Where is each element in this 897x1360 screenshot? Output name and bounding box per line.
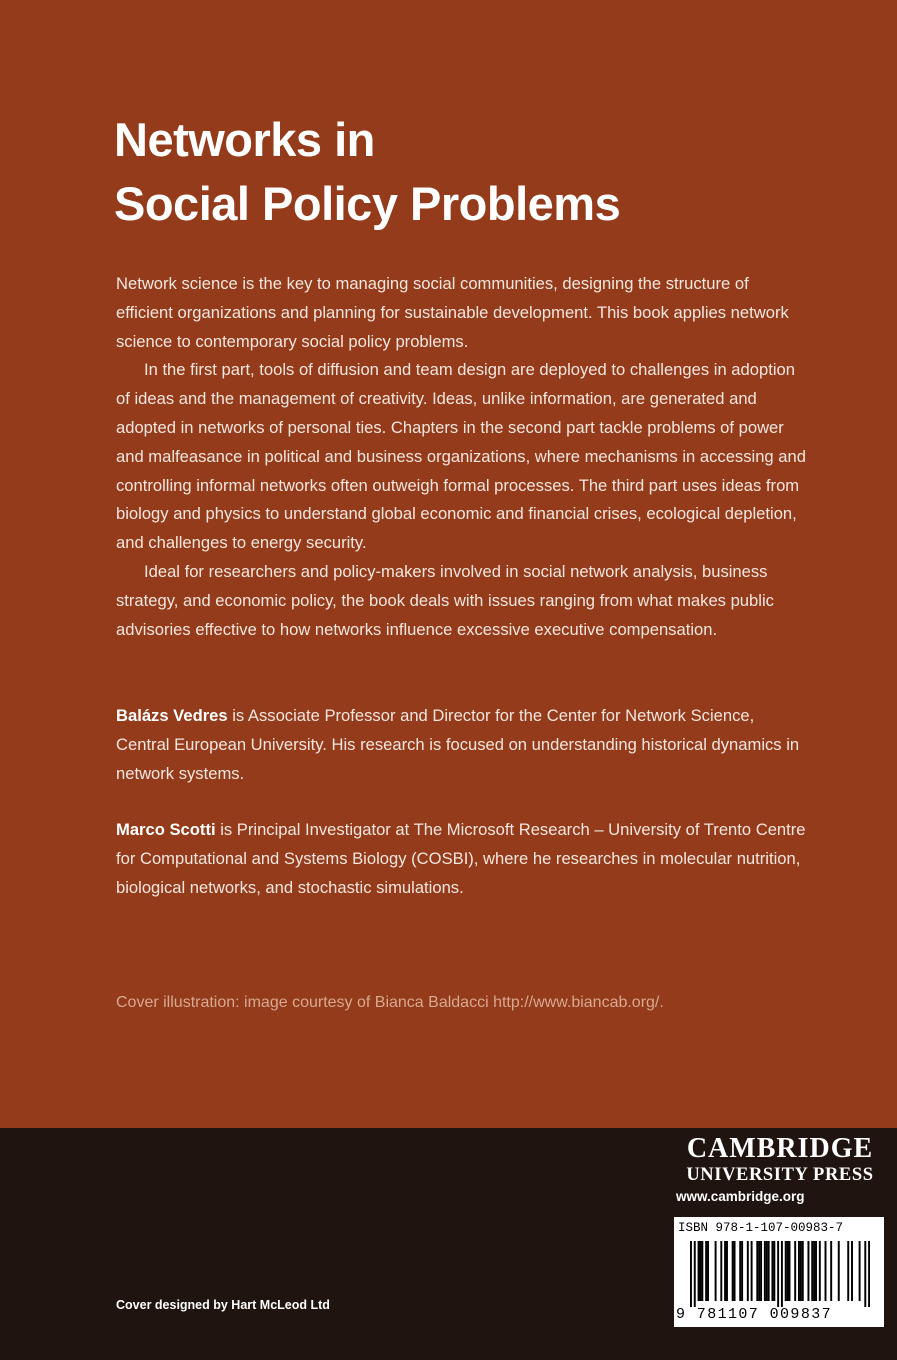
publisher-subtitle: UNIVERSITY PRESS: [686, 1165, 874, 1185]
cover-illustration-credit: Cover illustration: image courtesy of Bianca Baldacci http://www.biancab.org/.: [116, 994, 664, 1011]
barcode-bar: [756, 1241, 758, 1301]
barcode-bar: [734, 1241, 736, 1301]
barcode-bar: [838, 1241, 840, 1301]
barcode-bar: [751, 1241, 753, 1301]
title-line-2: Social Policy Problems: [114, 177, 621, 230]
barcode-bar: [859, 1241, 861, 1301]
barcode-bar: [794, 1241, 796, 1301]
barcode: [690, 1241, 870, 1307]
cover-designer-credit: Cover designed by Hart McLeod Ltd: [116, 1298, 330, 1312]
barcode-bar: [764, 1241, 766, 1301]
barcode-bar: [830, 1241, 832, 1301]
barcode-bar: [802, 1241, 804, 1301]
barcode-bar: [694, 1241, 696, 1307]
isbn-label: ISBN 978-1-107-00983-7: [678, 1221, 844, 1235]
barcode-bar: [726, 1241, 728, 1301]
barcode-bar: [811, 1241, 813, 1301]
barcode-bar: [699, 1241, 701, 1301]
barcode-bar: [851, 1241, 853, 1301]
barcode-bar: [815, 1241, 817, 1301]
barcode-bar: [785, 1241, 787, 1301]
barcode-bar: [773, 1241, 775, 1301]
barcode-bar: [720, 1241, 722, 1301]
barcode-bar: [732, 1241, 734, 1301]
barcode-bar: [747, 1241, 749, 1301]
blurb-paragraph-1: Network science is the key to managing social communities, designing the structure of efficient organizations and planning for sustainable development. This book applies network science to contemporary social policy problems.: [116, 274, 789, 351]
barcode-bar: [724, 1241, 726, 1301]
publisher-logo: [674, 1134, 886, 1208]
blurb-paragraph-3: Ideal for researchers and policy-makers involved in social network analysis, business strategy, and economic policy, the book deals with issues ranging from what makes public advisories effective to how networks influence excessive executive compensation.: [116, 561, 774, 639]
barcode-bar: [807, 1241, 809, 1301]
barcode-bar: [825, 1241, 827, 1301]
barcode-bar: [868, 1241, 870, 1307]
barcode-bar: [766, 1241, 768, 1301]
barcode-bar: [800, 1241, 802, 1301]
barcode-bar: [771, 1241, 773, 1301]
barcode-bar: [739, 1241, 741, 1301]
title-line-1: Networks in: [114, 113, 375, 166]
author-bio-text: is Principal Investigator at The Microsoft Research – University of Trento Centre for Computational and Systems Biology (COSBI), where he researches in molecular nutrition, biological networks, and stochastic simulations.: [116, 820, 806, 897]
barcode-bar: [758, 1241, 760, 1301]
barcode-bar: [701, 1241, 703, 1301]
author-bio-text: is Associate Professor and Director for the Center for Network Science, Central European University. His research is focused on understanding historical dynamics in network systems.: [116, 706, 800, 783]
isbn-barcode-box: [674, 1217, 884, 1327]
author-name: Marco Scotti: [116, 820, 216, 839]
barcode-bar: [715, 1241, 717, 1301]
barcode-bar: [798, 1241, 800, 1301]
barcode-bar: [741, 1241, 743, 1301]
barcode-bar: [690, 1241, 692, 1307]
barcode-bar: [707, 1241, 709, 1301]
barcode-bar: [698, 1241, 700, 1301]
barcode-bar: [705, 1241, 707, 1301]
book-title: [114, 108, 814, 236]
barcode-bar: [789, 1241, 791, 1301]
barcode-bar: [760, 1241, 762, 1301]
publisher-name: CAMBRIDGE: [686, 1133, 874, 1164]
author-name: Balázs Vedres: [116, 706, 228, 725]
barcode-bar: [787, 1241, 789, 1301]
book-blurb: [116, 270, 806, 644]
barcode-bar: [813, 1241, 815, 1301]
barcode-bar: [847, 1241, 849, 1301]
barcode-bar: [781, 1241, 783, 1307]
barcode-bar: [819, 1241, 821, 1301]
barcode-bar: [768, 1241, 770, 1301]
publisher-url: www.cambridge.org: [676, 1189, 805, 1204]
author-bio-vedres: [116, 702, 806, 788]
author-bio-scotti: [116, 816, 806, 902]
blurb-paragraph-2: In the first part, tools of diffusion and team design are deployed to challenges in adoption of ideas and the management of creativity. Ideas, unlike information, are generated and adopted in networks of personal ties. Chapters in the second part tackle problems of power and malfeasance in political and business organizations, where mechanisms in accessing and controlling informal networks often outweigh formal processes. The third part uses ideas from biology and physics to understand global economic and financial crises, ecological depletion, and challenges to energy security.: [116, 360, 806, 553]
barcode-bar: [777, 1241, 779, 1307]
barcode-digits: 9 781107 009837: [676, 1306, 833, 1323]
barcode-bar: [864, 1241, 866, 1307]
